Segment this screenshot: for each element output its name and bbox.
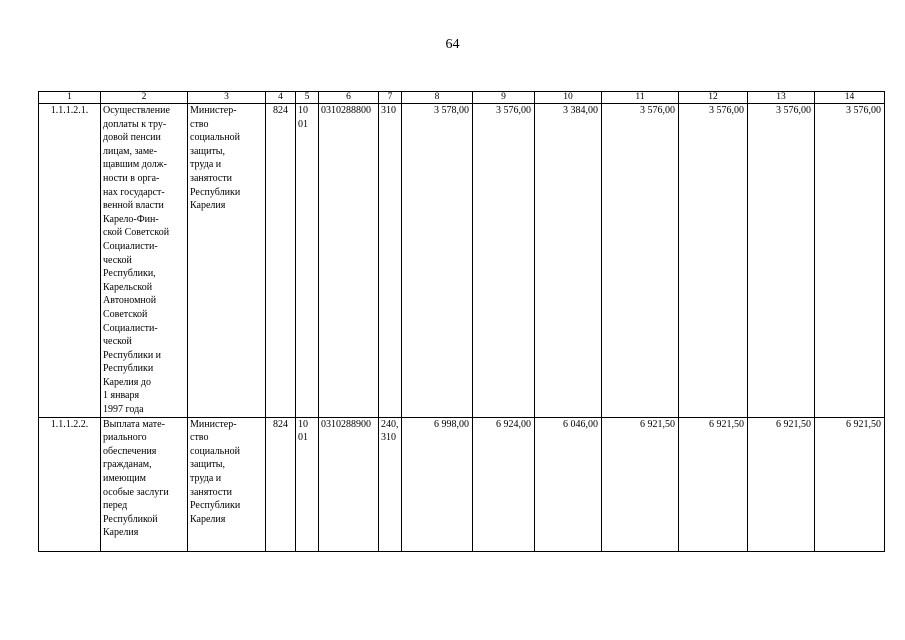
row-section: 10 01 <box>296 417 319 551</box>
column-header: 11 <box>602 92 679 104</box>
column-header: 12 <box>679 92 748 104</box>
row-code: 1.1.1.2.1. <box>39 104 101 418</box>
column-header: 13 <box>748 92 815 104</box>
column-header: 10 <box>535 92 602 104</box>
row-section: 10 01 <box>296 104 319 418</box>
page-number: 64 <box>445 37 460 52</box>
row-expense-type: 310 <box>379 104 402 418</box>
column-header: 6 <box>319 92 379 104</box>
column-header: 7 <box>379 92 402 104</box>
row-value-col12: 6 921,50 <box>679 417 748 551</box>
row-value-col13: 3 576,00 <box>748 104 815 418</box>
column-header: 2 <box>101 92 188 104</box>
row-value-col11: 3 576,00 <box>602 104 679 418</box>
column-header: 14 <box>815 92 885 104</box>
row-grbs: 824 <box>266 104 296 418</box>
column-header: 1 <box>39 92 101 104</box>
row-value-col13: 6 921,50 <box>748 417 815 551</box>
table-row <box>39 104 885 418</box>
row-expense-type: 240, 310 <box>379 417 402 551</box>
row-value-col14: 3 576,00 <box>815 104 885 418</box>
row-value-col11: 6 921,50 <box>602 417 679 551</box>
row-code: 1.1.1.2.2. <box>39 417 101 551</box>
row-value-col14: 6 921,50 <box>815 417 885 551</box>
row-value-col9: 6 924,00 <box>473 417 535 551</box>
row-target-article: 0310288800 <box>319 104 379 418</box>
column-header: 5 <box>296 92 319 104</box>
column-number-row <box>39 92 885 104</box>
row-description: Осуществление доплаты к тру- довой пенсии лицам, заме- щавшим долж- ности в орга- нах государст- венной власти Карело-Фин- ской Советской Социалисти- ческой Республики, Карельской Автономной Советской Социалисти- ческой Республики и Республики Карелия до 1 января 1997 года <box>101 104 188 418</box>
row-target-article: 0310288900 <box>319 417 379 551</box>
budget-table <box>38 91 885 552</box>
row-agency: Министер- ство социальной защиты, труда и занятости Республики Карелия <box>188 417 266 551</box>
column-header: 4 <box>266 92 296 104</box>
row-agency: Министер- ство социальной защиты, труда и занятости Республики Карелия <box>188 104 266 418</box>
row-value-col10: 6 046,00 <box>535 417 602 551</box>
column-header: 3 <box>188 92 266 104</box>
column-header: 8 <box>402 92 473 104</box>
row-description: Выплата мате- риального обеспечения гражданам, имеющим особые заслуги перед Республикой Карелия <box>101 417 188 551</box>
row-value-col10: 3 384,00 <box>535 104 602 418</box>
row-grbs: 824 <box>266 417 296 551</box>
row-value-col9: 3 576,00 <box>473 104 535 418</box>
row-value-col12: 3 576,00 <box>679 104 748 418</box>
row-value-col8: 6 998,00 <box>402 417 473 551</box>
column-header: 9 <box>473 92 535 104</box>
table-row <box>39 417 885 551</box>
row-value-col8: 3 578,00 <box>402 104 473 418</box>
